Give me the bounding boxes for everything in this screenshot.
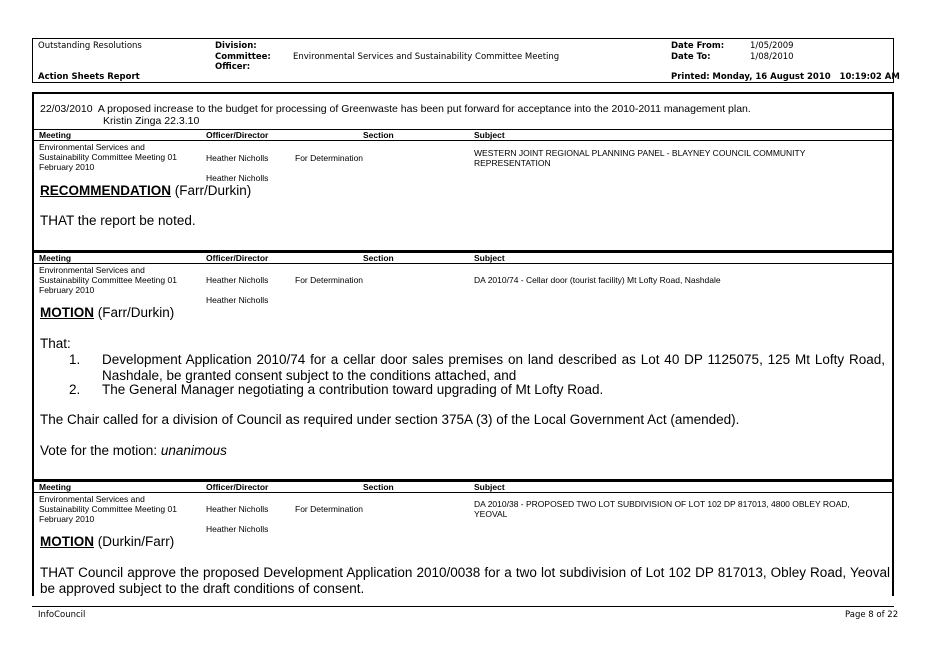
item3-officer: Heather Nicholls xyxy=(206,504,269,514)
subject-line: REPRESENTATION xyxy=(474,158,551,168)
list-number: 1. xyxy=(69,352,81,367)
list-item: Development Application 2010/74 for a cellar door sales premises on land described as Lot 40 DP 1125075, 125 Mt Lofty Road, Nashdale, be granted consent subject to the conditions attached, and xyxy=(102,352,885,383)
intro-note-date: 22/03/2010 xyxy=(40,103,93,115)
item1-officer2: Heather Nicholls xyxy=(206,173,269,183)
intro-note-text: A proposed increase to the budget for processing of Greenwaste has been put forward for acceptance into the 2010-2011 management plan. xyxy=(97,103,751,115)
meeting-line: Sustainability Committee Meeting 01 xyxy=(39,275,177,285)
meeting-line: Sustainability Committee Meeting 01 xyxy=(39,504,177,514)
col-officer: Officer/Director xyxy=(206,130,269,140)
footer-rule xyxy=(32,606,894,607)
item2-vote xyxy=(40,443,227,459)
item1-meeting xyxy=(39,142,177,172)
col-section: Section xyxy=(363,253,394,263)
col-section: Section xyxy=(363,482,394,492)
item3-body: THAT Council approve the proposed Development Application 2010/0038 for a two lot subdivision of Lot 102 DP 817013, Obley Road, Yeoval be approved subject to the draft conditions of consent. xyxy=(40,565,890,596)
item2-lead: That: xyxy=(40,336,71,351)
item1-subject xyxy=(474,148,805,168)
col-section: Section xyxy=(363,130,394,140)
item1-body: THAT the report be noted. xyxy=(40,213,196,228)
subject-line: WESTERN JOINT REGIONAL PLANNING PANEL - BLAYNEY COUNCIL COMMUNITY xyxy=(474,148,806,158)
item2-heading xyxy=(40,305,174,321)
item2-list xyxy=(34,352,892,400)
col-officer: Officer/Director xyxy=(206,482,269,492)
col-meeting: Meeting xyxy=(39,253,72,263)
date-to-value: 1/08/2010 xyxy=(750,52,794,62)
column-header-row xyxy=(34,252,892,264)
report-name: Outstanding Resolutions xyxy=(38,41,142,51)
col-meeting: Meeting xyxy=(39,482,72,492)
committee-label: Committee: xyxy=(215,52,271,62)
col-subject: Subject xyxy=(474,253,505,263)
column-header-row xyxy=(34,129,892,141)
vote-label: Vote for the motion: xyxy=(40,443,158,458)
heading-movers: (Farr/Durkin) xyxy=(97,305,175,320)
item3-heading xyxy=(40,534,174,550)
date-to-label: Date To: xyxy=(671,52,711,62)
heading-label: RECOMMENDATION xyxy=(40,183,171,198)
item3-officer2: Heather Nicholls xyxy=(206,524,269,534)
officer-label: Officer: xyxy=(215,62,251,72)
footer-app-name: InfoCouncil xyxy=(38,610,86,620)
item2-subject: DA 2010/74 - Cellar door (tourist facility) Mt Lofty Road, Nashdale xyxy=(474,275,721,285)
meeting-line: February 2010 xyxy=(39,514,95,524)
col-subject: Subject xyxy=(474,482,505,492)
item1-officer: Heather Nicholls xyxy=(206,153,269,163)
col-meeting: Meeting xyxy=(39,130,72,140)
list-item: The General Manager negotiating a contribution toward upgrading of Mt Lofty Road. xyxy=(102,382,604,397)
vote-value: unanimous xyxy=(160,443,227,458)
meeting-line: February 2010 xyxy=(39,162,95,172)
committee-value: Environmental Services and Sustainability Committee Meeting xyxy=(293,52,560,62)
printed-line xyxy=(671,72,900,82)
col-subject: Subject xyxy=(474,130,505,140)
meeting-line: Environmental Services and xyxy=(39,265,145,275)
intro-note-author: Kristin Zinga 22.3.10 xyxy=(103,115,200,127)
item3-subject xyxy=(474,499,850,519)
item2-officer: Heather Nicholls xyxy=(206,275,269,285)
report-type: Action Sheets Report xyxy=(38,72,140,82)
date-from-label: Date From: xyxy=(671,41,725,51)
item2-section: For Determination xyxy=(295,275,364,285)
item2-meeting xyxy=(39,265,177,295)
subject-line: DA 2010/38 - PROPOSED TWO LOT SUBDIVISION OF LOT 102 DP 817013, 4800 OBLEY ROAD, xyxy=(474,499,850,509)
item3-meeting xyxy=(39,494,177,524)
heading-movers: (Durkin/Farr) xyxy=(97,534,175,549)
list-number: 2. xyxy=(69,382,81,397)
column-header-row xyxy=(34,481,892,493)
printed-label: Printed: xyxy=(671,72,710,82)
meeting-line: Sustainability Committee Meeting 01 xyxy=(39,152,177,162)
intro-note xyxy=(40,103,751,115)
date-from-value: 1/05/2009 xyxy=(750,41,794,51)
meeting-line: February 2010 xyxy=(39,285,95,295)
subject-line: YEOVAL xyxy=(474,509,508,519)
footer-page-number: Page 8 of 22 xyxy=(845,610,899,620)
heading-label: MOTION xyxy=(40,305,94,320)
heading-movers: (Farr/Durkin) xyxy=(174,183,252,198)
printed-value: Monday, 16 August 2010 10:19:02 AM xyxy=(712,72,900,82)
item1-section: For Determination xyxy=(295,153,364,163)
item1-heading xyxy=(40,183,251,199)
item3-section: For Determination xyxy=(295,504,364,514)
division-label: Division: xyxy=(215,41,257,51)
meeting-line: Environmental Services and xyxy=(39,142,145,152)
item2-para: The Chair called for a division of Council as required under section 375A (3) of the Local Government Act (amended). xyxy=(40,412,740,427)
heading-label: MOTION xyxy=(40,534,94,549)
report-body xyxy=(32,92,894,596)
item2-officer2: Heather Nicholls xyxy=(206,295,269,305)
meeting-line: Environmental Services and xyxy=(39,494,145,504)
col-officer: Officer/Director xyxy=(206,253,269,263)
